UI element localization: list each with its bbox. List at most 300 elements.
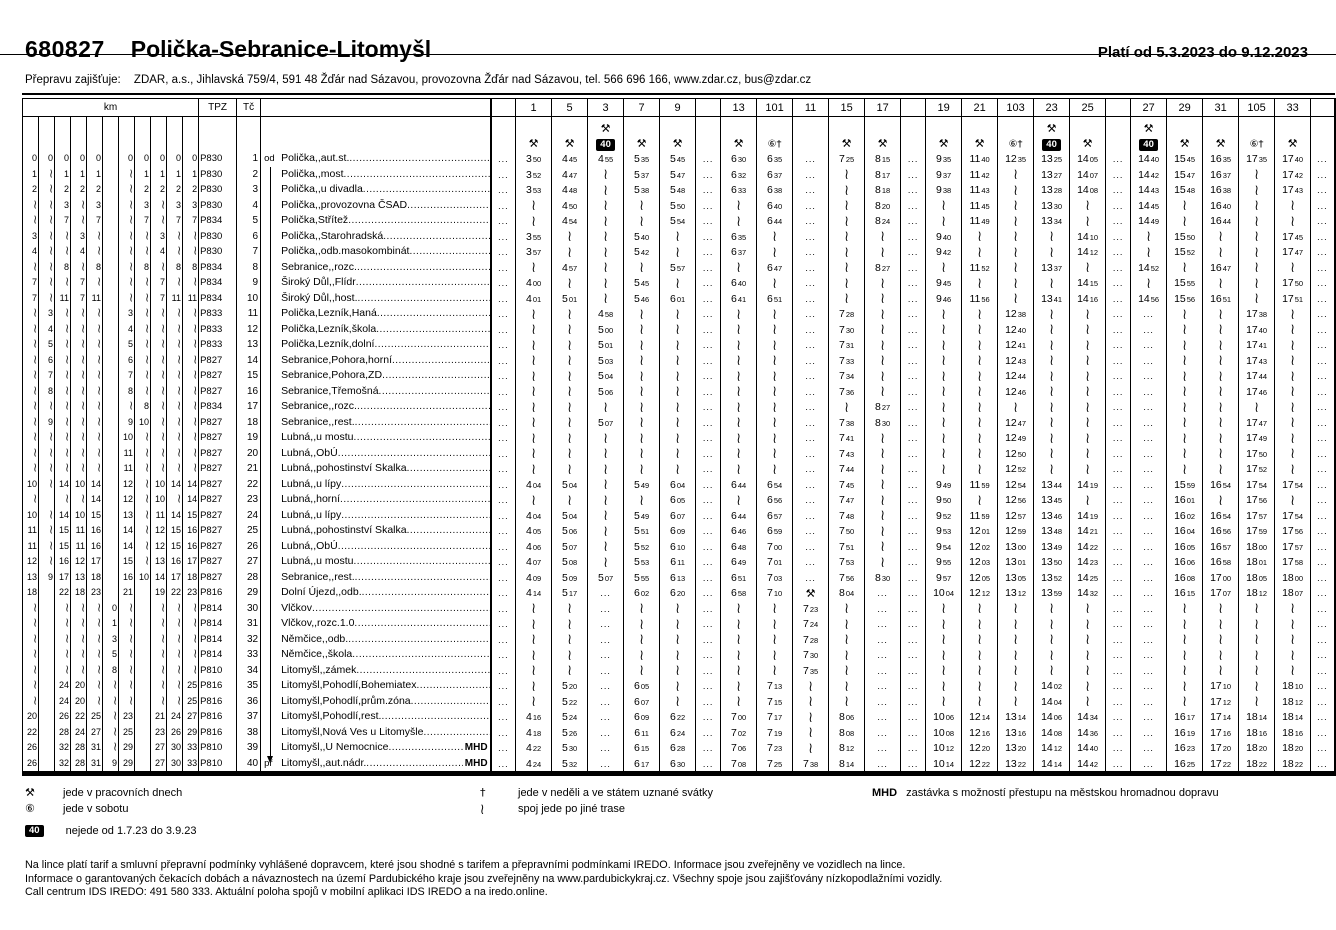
time-cell: [696, 694, 721, 710]
tpz-cell: P827: [199, 492, 237, 508]
time-cell: 830: [865, 415, 901, 431]
km-cell: 30: [167, 756, 183, 774]
time-cell: [624, 368, 660, 384]
km-cell: [119, 632, 135, 648]
other-route-icon: ≀: [1182, 445, 1187, 461]
no-service-dots: ...: [1317, 758, 1328, 769]
time-cell: [1070, 663, 1106, 679]
time-cell: 1814: [1239, 709, 1275, 725]
station-row: [23, 616, 1336, 632]
time-cell: 817: [865, 167, 901, 183]
time-cell: [1106, 182, 1131, 198]
tpz-cell: P834: [199, 260, 237, 276]
other-route-icon: ≀: [33, 678, 37, 693]
time-cell: 1700: [1203, 570, 1239, 586]
tc-cell: 31: [237, 616, 261, 632]
time-cell: [1070, 461, 1106, 477]
km-cell: 15: [183, 508, 199, 524]
km-header: km: [23, 99, 199, 117]
note-40-badge: 40: [1042, 139, 1061, 151]
time-cell: 957: [926, 570, 962, 586]
time-cell: 447: [552, 167, 588, 183]
time-cell: 1742: [1275, 167, 1311, 183]
workdays-icon: ⚒: [636, 137, 647, 150]
trip-symbols: [1070, 117, 1106, 152]
station-name: Lubná,,ObÚ: [281, 539, 338, 552]
station-name: Polička,,aut.st.: [281, 152, 350, 164]
no-service-dots: ...: [702, 464, 714, 474]
station-name: Sebranice,Pohora,horní: [281, 353, 392, 366]
time-cell: 1243: [998, 353, 1034, 369]
km-cell: [151, 415, 167, 431]
time-cell: 651: [721, 570, 757, 586]
other-route-icon: ≀: [639, 383, 644, 399]
time-cell: [926, 663, 962, 679]
other-route-icon: ≀: [772, 600, 777, 616]
time-cell: 504: [552, 508, 588, 524]
route-line: [270, 601, 271, 617]
time-cell: [1311, 647, 1336, 663]
km-cell: [151, 616, 167, 632]
km-cell: 10: [71, 508, 87, 524]
no-service-dots: ...: [805, 185, 816, 195]
other-route-icon: ≀: [177, 399, 181, 414]
time-cell: 1738: [1239, 306, 1275, 322]
no-service-dots: ...: [600, 712, 611, 722]
separator-column: [1106, 99, 1131, 117]
route-line: [270, 399, 271, 415]
time-cell: 1348: [1034, 523, 1070, 539]
time-cell: 753: [829, 554, 865, 570]
km-cell: 3: [103, 632, 119, 648]
no-service-dots: ...: [805, 541, 816, 552]
km-cell: 10: [23, 477, 39, 493]
no-service-dots: ...: [498, 572, 509, 583]
other-route-icon: ≀: [977, 461, 982, 477]
time-cell: 735: [793, 663, 829, 679]
time-cell: 1751: [1275, 291, 1311, 307]
route-arrow-icon: [267, 756, 273, 763]
other-route-icon: ≀: [97, 694, 101, 708]
km-cell: [151, 213, 167, 229]
no-service-dots: ...: [907, 200, 919, 211]
workdays-icon: ⚒: [25, 786, 35, 799]
time-cell: [1203, 399, 1239, 415]
tc-cell: 33: [237, 647, 261, 663]
time-cell: [491, 678, 516, 694]
time-cell: [1131, 523, 1167, 539]
other-route-icon: ≀: [49, 229, 53, 243]
no-service-dots: ...: [1317, 743, 1328, 753]
no-service-dots: ...: [702, 603, 714, 614]
no-service-dots: ...: [1112, 696, 1124, 707]
km-cell: [151, 260, 167, 276]
time-cell: [757, 663, 793, 679]
km-cell: [135, 678, 151, 694]
time-cell: [491, 415, 516, 431]
no-service-dots: ...: [1317, 262, 1328, 273]
km-cell: 30: [167, 740, 183, 756]
time-cell: 1337: [1034, 260, 1070, 276]
other-route-icon: ≀: [675, 399, 680, 415]
other-route-icon: ≀: [808, 724, 813, 740]
dot-leader: [363, 183, 490, 197]
time-cell: [1167, 694, 1203, 710]
time-cell: [1106, 368, 1131, 384]
no-service-dots: ...: [702, 278, 714, 288]
km-cell: 8: [167, 260, 183, 276]
time-cell: [696, 430, 721, 446]
time-cell: 644: [721, 477, 757, 493]
time-cell: [696, 647, 721, 663]
time-cell: 1623: [1167, 740, 1203, 756]
trip-column-23: 23: [1034, 99, 1070, 117]
no-service-dots: ...: [1143, 324, 1154, 335]
time-cell: 549: [624, 477, 660, 493]
trip-symbols: [901, 117, 926, 152]
other-route-icon: ≀: [1085, 306, 1090, 322]
km-cell: [151, 632, 167, 648]
km-cell: [71, 461, 87, 477]
time-cell: [926, 368, 962, 384]
time-cell: 1752: [1239, 461, 1275, 477]
time-cell: 607: [624, 694, 660, 710]
no-service-dots: ...: [1112, 417, 1124, 428]
other-route-icon: ≀: [1254, 662, 1259, 678]
km-cell: [87, 229, 103, 245]
time-cell: 450: [552, 198, 588, 214]
km-cell: [183, 229, 199, 245]
no-service-dots: ...: [1143, 417, 1154, 428]
no-service-dots: ...: [1112, 557, 1124, 567]
km-cell: [55, 601, 71, 617]
time-cell: [1203, 446, 1239, 462]
operator-label: Přepravu zajišťuje:: [25, 74, 121, 86]
tpz-cell: P827: [199, 415, 237, 431]
km-cell: 11: [87, 291, 103, 307]
other-route-icon: ≀: [880, 492, 885, 508]
time-cell: 710: [757, 585, 793, 601]
other-route-icon: ≀: [49, 523, 53, 538]
time-cell: 1322: [998, 756, 1034, 774]
other-route-icon: ≀: [941, 399, 946, 415]
other-route-icon: ≀: [1254, 228, 1259, 244]
station-row: [23, 740, 1336, 756]
other-route-icon: ≀: [844, 399, 849, 415]
time-cell: [624, 647, 660, 663]
km-cell: [103, 554, 119, 570]
trip-column-9: 9: [660, 99, 696, 117]
km-cell: [103, 725, 119, 741]
time-cell: [1131, 616, 1167, 632]
km-cell: [135, 275, 151, 291]
km-cell: [103, 151, 119, 167]
time-cell: 953: [926, 523, 962, 539]
time-cell: [1131, 244, 1167, 260]
other-route-icon: ≀: [33, 647, 37, 662]
station-row: [23, 322, 1336, 338]
time-cell: [1106, 709, 1131, 725]
dot-leader: [338, 540, 490, 554]
dot-leader: [348, 633, 489, 647]
km-cell: 14: [119, 523, 135, 539]
km-cell: 7: [151, 291, 167, 307]
km-cell: [55, 275, 71, 291]
km-cell: [87, 399, 103, 415]
time-cell: [1167, 647, 1203, 663]
legend-mhd: [870, 785, 1219, 801]
km-cell: 1: [167, 167, 183, 183]
km-cell: [135, 616, 151, 632]
no-service-dots: ...: [702, 340, 714, 350]
tpz-cell: P816: [199, 725, 237, 741]
km-cell: [39, 182, 55, 198]
no-service-dots: ...: [702, 681, 714, 691]
km-cell: [55, 337, 71, 353]
trip-column-15: 15: [829, 99, 865, 117]
other-route-icon: ≀: [567, 244, 572, 260]
station-name-cell: [261, 213, 491, 229]
time-cell: [865, 632, 901, 648]
no-service-dots: ...: [1317, 665, 1328, 676]
time-cell: [1275, 647, 1311, 663]
other-route-icon: ≀: [1013, 166, 1018, 182]
time-cell: [1131, 740, 1167, 756]
station-name-cell: [261, 306, 491, 322]
no-service-dots: ...: [907, 216, 919, 226]
km-cell: 2: [183, 182, 199, 198]
km-cell: 4: [71, 244, 87, 260]
time-cell: [1106, 694, 1131, 710]
station-name-cell: [261, 353, 491, 369]
time-cell: [1275, 213, 1311, 229]
km-cell: [55, 430, 71, 446]
no-service-dots: ...: [907, 650, 919, 660]
time-cell: [588, 260, 624, 276]
time-cell: 1425: [1070, 570, 1106, 586]
no-service-dots: ...: [1317, 526, 1328, 536]
other-route-icon: ≀: [1254, 244, 1259, 260]
time-cell: [757, 368, 793, 384]
time-cell: [901, 601, 926, 617]
station-row: [23, 647, 1336, 663]
time-cell: 1615: [1167, 585, 1203, 601]
km-cell: [39, 492, 55, 508]
km-cell: 1: [55, 167, 71, 183]
time-cell: 1635: [1203, 151, 1239, 167]
route-line: [270, 275, 271, 291]
time-cell: [793, 585, 829, 601]
workdays-icon: ⚒: [1143, 122, 1154, 135]
time-cell: 1145: [962, 198, 998, 214]
other-route-icon: ≀: [531, 616, 536, 632]
no-service-dots: ...: [1317, 464, 1328, 474]
time-cell: 1220: [962, 740, 998, 756]
tpz-cell: P827: [199, 570, 237, 586]
no-service-dots: ...: [1112, 650, 1124, 660]
time-cell: [1203, 601, 1239, 617]
km-cell: 14: [151, 570, 167, 586]
km-cell: [55, 461, 71, 477]
km-cell: 31: [87, 740, 103, 756]
km-cell: [183, 353, 199, 369]
other-route-icon: ≀: [736, 213, 741, 229]
km-cell: [39, 554, 55, 570]
time-cell: [1275, 663, 1311, 679]
other-route-icon: ≀: [531, 352, 536, 368]
no-service-dots: ...: [702, 541, 714, 552]
time-cell: [865, 337, 901, 353]
time-cell: [1131, 554, 1167, 570]
km-cell: [55, 399, 71, 415]
no-service-dots: ...: [702, 758, 714, 769]
no-service-dots: ...: [1112, 386, 1124, 397]
time-cell: [1311, 306, 1336, 322]
time-cell: [491, 213, 516, 229]
station-row: [23, 539, 1336, 555]
time-cell: [1131, 508, 1167, 524]
km-cell: [103, 477, 119, 493]
km-cell: [119, 229, 135, 245]
km-cell: [87, 461, 103, 477]
other-route-icon: ≀: [1290, 306, 1295, 322]
time-cell: 733: [829, 353, 865, 369]
time-cell: [660, 461, 696, 477]
station-name: Lubná,,u lípy: [281, 477, 342, 490]
time-cell: [1106, 508, 1131, 524]
other-route-icon: ≀: [129, 616, 133, 631]
time-cell: [491, 725, 516, 741]
station-name: Polička,,Starohradská: [281, 229, 384, 242]
time-cell: 1442: [1131, 167, 1167, 183]
km-cell: 7: [183, 213, 199, 229]
time-cell: 1412: [1070, 244, 1106, 260]
other-route-icon: ≀: [33, 322, 37, 336]
other-route-icon: ≀: [129, 229, 133, 243]
km-cell: 18: [87, 570, 103, 586]
tpz-cell: P827: [199, 384, 237, 400]
time-cell: [1131, 663, 1167, 679]
tpz-cell: P827: [199, 508, 237, 524]
km-cell: [23, 213, 39, 229]
km-cell: 16: [55, 554, 71, 570]
other-route-icon: ≀: [1254, 290, 1259, 306]
other-route-icon: ≀: [675, 275, 680, 291]
time-cell: [696, 291, 721, 307]
time-cell: [1106, 167, 1131, 183]
km-cell: [135, 384, 151, 400]
other-route-icon: ≀: [1013, 182, 1018, 198]
time-cell: [1070, 399, 1106, 415]
km-cell: 29: [119, 740, 135, 756]
tc-cell: 1: [237, 151, 261, 167]
other-route-icon: ≀: [1049, 337, 1054, 353]
other-route-icon: ≀: [941, 600, 946, 616]
km-cell: [71, 399, 87, 415]
trip-symbols: [1106, 117, 1131, 152]
time-cell: [1239, 229, 1275, 245]
time-cell: [1311, 446, 1336, 462]
other-route-icon: ≀: [1085, 631, 1090, 647]
no-service-dots: ...: [1143, 340, 1154, 350]
other-route-icon: ≀: [772, 631, 777, 647]
km-cell: 16: [183, 523, 199, 539]
time-cell: [1311, 756, 1336, 774]
time-cell: [1311, 477, 1336, 493]
km-cell: [119, 275, 135, 291]
km-cell: [103, 322, 119, 338]
time-cell: [793, 678, 829, 694]
tc-cell: 19: [237, 430, 261, 446]
time-cell: [588, 477, 624, 493]
time-cell: [491, 275, 516, 291]
time-cell: [588, 585, 624, 601]
time-cell: [1311, 492, 1336, 508]
no-service-dots: ...: [498, 557, 509, 567]
route-line: [270, 523, 271, 539]
other-route-icon: ≀: [1254, 616, 1259, 632]
time-cell: [696, 601, 721, 617]
other-route-icon: ≀: [880, 337, 885, 353]
km-cell: 7: [135, 213, 151, 229]
km-cell: [103, 229, 119, 245]
other-route-icon: ≀: [177, 694, 181, 708]
station-name: Litomyšl,Pohodlí,rest.: [281, 710, 382, 722]
other-route-icon: ≀: [1049, 616, 1054, 632]
km-cell: 12: [71, 554, 87, 570]
time-cell: [516, 694, 552, 710]
km-cell: [39, 260, 55, 276]
km-cell: 7: [71, 275, 87, 291]
other-route-icon: ≀: [1182, 306, 1187, 322]
time-cell: [1106, 337, 1131, 353]
time-cell: [926, 384, 962, 400]
time-cell: [491, 291, 516, 307]
other-route-icon: ≀: [603, 399, 608, 415]
time-cell: [1311, 616, 1336, 632]
time-cell: [721, 647, 757, 663]
no-service-dots: ...: [600, 650, 611, 660]
time-cell: [491, 477, 516, 493]
km-cell: [55, 229, 71, 245]
other-route-icon: ≀: [161, 430, 165, 445]
no-service-dots: ...: [702, 216, 714, 226]
no-service-dots: ...: [1143, 510, 1154, 521]
km-cell: 0: [55, 151, 71, 167]
other-route-icon: ≀: [567, 492, 572, 508]
time-cell: 1716: [1203, 725, 1239, 741]
other-route-icon: ≀: [1049, 228, 1054, 244]
no-service-dots: ...: [1112, 200, 1124, 211]
time-cell: 1647: [1203, 260, 1239, 276]
time-cell: [1203, 384, 1239, 400]
station-name: Široký Důl,,Flídr: [281, 276, 356, 288]
tc-cell: 21: [237, 461, 261, 477]
no-service-dots: ...: [1143, 650, 1154, 660]
time-cell: [793, 539, 829, 555]
time-cell: [1034, 322, 1070, 338]
time-cell: [1167, 601, 1203, 617]
time-cell: 1757: [1239, 508, 1275, 524]
time-cell: [1275, 446, 1311, 462]
other-route-icon: ≀: [977, 414, 982, 430]
tc-cell: 5: [237, 213, 261, 229]
time-cell: 501: [552, 291, 588, 307]
km-cell: [71, 213, 87, 229]
km-cell: [71, 322, 87, 338]
time-cell: [1131, 368, 1167, 384]
time-cell: [926, 399, 962, 415]
